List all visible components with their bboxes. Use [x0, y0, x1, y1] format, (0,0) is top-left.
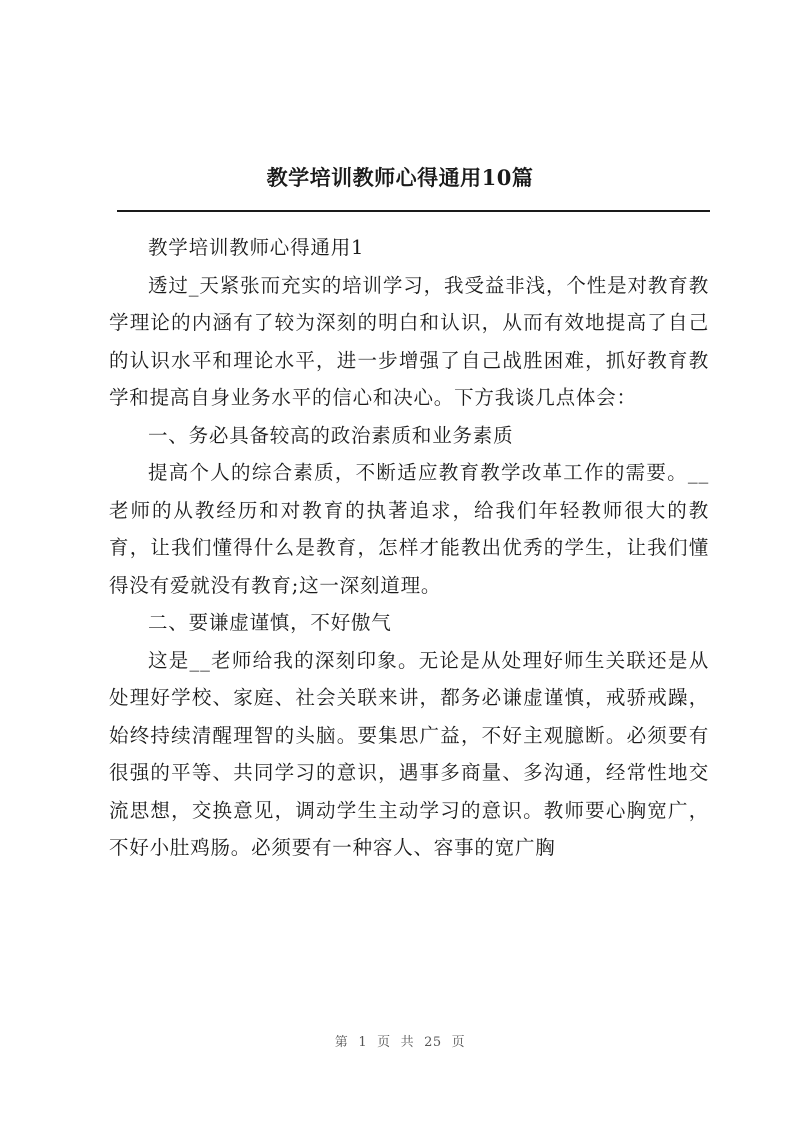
document-body: [109, 229, 709, 867]
footer-total-unit: 页: [451, 1035, 466, 1050]
body-paragraph: 这是__老师给我的深刻印象。无论是从处理好师生关联还是从处理好学校、家庭、社会关联来讲，都务必谦虚谨慎，戒骄戒躁，始终持续清醒理智的头脑。要集思广益，不好主观臆断。必须要有很强的平等、共同学习的意识，遇事多商量、多沟通，经常性地交流思想，交换意见，调动学生主动学习的意识。教师要心胸宽广，不好小肚鸡肠。必须要有一种容人、容事的宽广胸: [109, 648, 709, 859]
page-footer: [0, 1031, 800, 1050]
footer-page-label: 第: [334, 1035, 349, 1050]
document-title: 教学培训教师心得通用10篇: [266, 165, 534, 190]
footer-page-number: 1: [358, 1035, 368, 1050]
section-heading: 一、务必具备较高的政治素质和业务素质: [148, 423, 514, 447]
footer-page-unit: 页: [377, 1035, 391, 1050]
section-heading: 教学培训教师心得通用1: [148, 236, 365, 259]
footer-total-pages: 25: [424, 1035, 442, 1050]
body-paragraph: 透过_天紧张而充实的培训学习，我受益非浅，个性是对教育教学理论的内涵有了较为深刻的明白和认识，从而有效地提高了自己的认识水平和理论水平，进一步增强了自己战胜困难，抓好教育教学和提高自身业务水平的信心和决心。下方我谈几点体会：: [109, 273, 709, 409]
footer-total-label: 共: [400, 1035, 415, 1050]
section-heading: 二、要谦虚谨慎，不好傲气: [148, 611, 392, 634]
body-paragraph: 提高个人的综合素质，不断适应教育教学改革工作的需要。__老师的从教经历和对教育的执著追求，给我们年轻教师很大的教育，让我们懂得什么是教育，怎样才能教出优秀的学生，让我们懂得没有爱就没有教育;这一深刻道理。: [109, 461, 709, 597]
title-divider: [117, 210, 710, 212]
